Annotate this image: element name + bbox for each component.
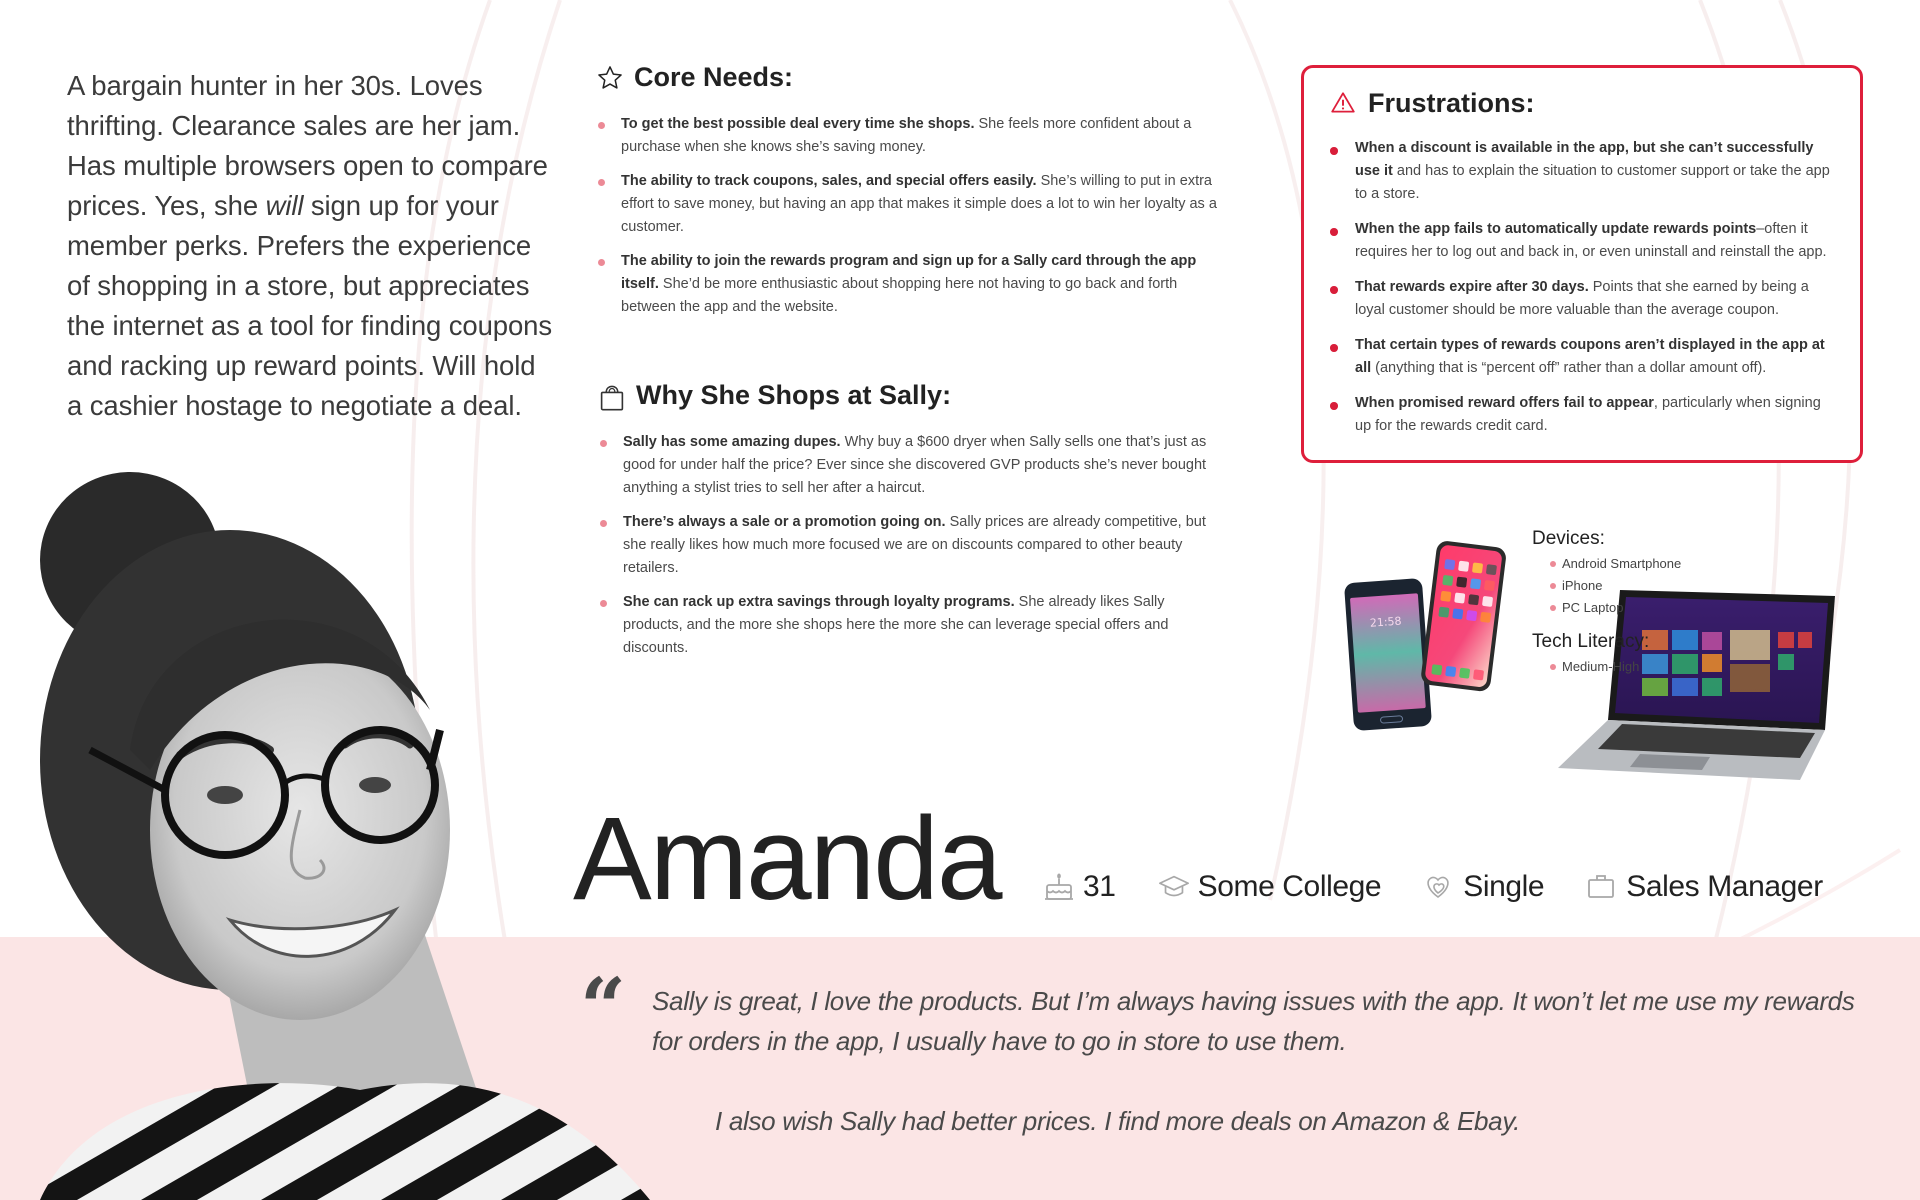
bullet-dot [1550,561,1556,567]
why-she-shops-title: Why She Shops at Sally: [636,380,952,410]
bullet-dot [1550,583,1556,589]
bullet-dot [1330,402,1338,410]
persona-name: Amanda [573,793,1001,925]
list-item: She can rack up extra savings through loyalty programs. She already likes Sally products, and the more she shops here the more she can leverage special offers and discounts. [598,591,1228,660]
list-item: The ability to join the rewards program and sign up for a Sally card through the app itself. She’d be more enthusiastic about shopping here not having to go back and forth between the app and the website. [596,250,1231,319]
tech-literacy-list [1532,656,1681,678]
quote-line-1: Sally is great, I love the products. But I’m always having issues with the app. It won’t let me use my rewards for orders in the app, I usually have to go in store to use them. [652,986,1855,1056]
core-needs-list [596,113,1231,319]
birthday-cake-icon [1043,871,1075,903]
list-item: When promised reward offers fail to appear, particularly when signing up for the rewards credit card. [1330,392,1838,438]
why-she-shops-section [598,380,1228,671]
devices-info [1532,528,1681,690]
bullet-dot [600,600,607,607]
core-needs-title: Core Needs: [634,62,794,92]
why-she-shops-list [598,431,1228,660]
list-item: That certain types of rewards coupons aren’t displayed in the app at all (anything that is “percent off” rather than a dollar amount off). [1330,334,1838,380]
bullet-dot [1330,147,1338,155]
shopping-bag-icon [598,382,626,410]
list-item: When the app fails to automatically update rewards points–often it requires her to log out and back in, or even uninstall and reinstall the app. [1330,218,1838,264]
list-item: To get the best possible deal every time she shops. She feels more confident about a purchase when she knows she’s saving money. [596,113,1231,159]
quote-line-2: I also wish Sally had better prices. I find more deals on Amazon & Ebay. [715,1106,1521,1136]
persona-bio: A bargain hunter in her 30s. Loves thrifting. Clearance sales are her jam. Has multiple browsers open to compare prices. Yes, she will sign up for your member perks. Prefers the experience of shopping in a store, but appreciates the internet as a tool for finding coupons and racking up reward points. Will hold a cashier hostage to negotiate a deal. [67,70,553,421]
core-needs-heading [596,62,1231,93]
briefcase-icon [1586,871,1618,903]
list-item: iPhone [1532,575,1681,597]
bullet-dot [598,179,605,186]
bullet-dot [1550,664,1556,670]
attribute-age: 31 [1043,870,1116,904]
bullet-dot [1330,344,1338,352]
tech-literacy-title: Tech Literacy: [1532,631,1650,652]
bullet-dot [1330,228,1338,236]
frustrations-list [1330,137,1838,438]
list-item: Sally has some amazing dupes. Why buy a $600 dryer when Sally sells one that’s just as good for under half the price? Ever since she discovered GVP products she’s never bought anything a stylist tries to sell her after a haircut. [598,431,1228,500]
attribute-education: Some College [1158,870,1382,904]
star-icon [596,64,624,92]
bullet-dot [1550,605,1556,611]
bullet-dot [598,122,605,129]
bullet-dot [1330,286,1338,294]
list-item: There’s always a sale or a promotion going on. Sally prices are already competitive, but she really likes how much more focused we are on discounts compared to other beauty retailers. [598,511,1228,580]
bullet-dot [600,440,607,447]
attribute-relationship: Single [1423,870,1544,904]
list-item: That rewards expire after 30 days. Points that she earned by being a loyal customer should be more valuable than the average coupon. [1330,276,1838,322]
bullet-dot [598,259,605,266]
list-item: The ability to track coupons, sales, and special offers easily. She’s willing to put in extra effort to save money, but having an app that makes it simple does a lot to win her loyalty as a customer. [596,170,1231,239]
android-phone-image [1344,578,1432,731]
quote-mark-icon: “ [580,960,627,1054]
graduation-cap-icon [1158,871,1190,903]
frustrations-title: Frustrations: [1368,88,1535,118]
list-item: Medium-High [1532,656,1681,678]
frustrations-panel [1301,65,1863,463]
iphone-image [1420,540,1507,692]
list-item: Android Smartphone [1532,553,1681,575]
list-item: When a discount is available in the app, but she can’t successfully use it and has to explain the situation to customer support or take the app to a store. [1330,137,1838,206]
frustrations-heading [1330,88,1838,119]
warning-triangle-icon [1330,90,1358,118]
core-needs-section [596,62,1231,330]
devices-title: Devices: [1532,528,1605,549]
persona-attributes [1043,870,1865,904]
list-item: PC Laptop [1532,597,1681,619]
bullet-dot [600,520,607,527]
hearts-icon [1423,871,1455,903]
attribute-occupation: Sales Manager [1586,870,1823,904]
why-she-shops-heading [598,380,1228,411]
svg-text:21:58: 21:58 [1369,614,1402,630]
devices-list [1532,553,1681,619]
